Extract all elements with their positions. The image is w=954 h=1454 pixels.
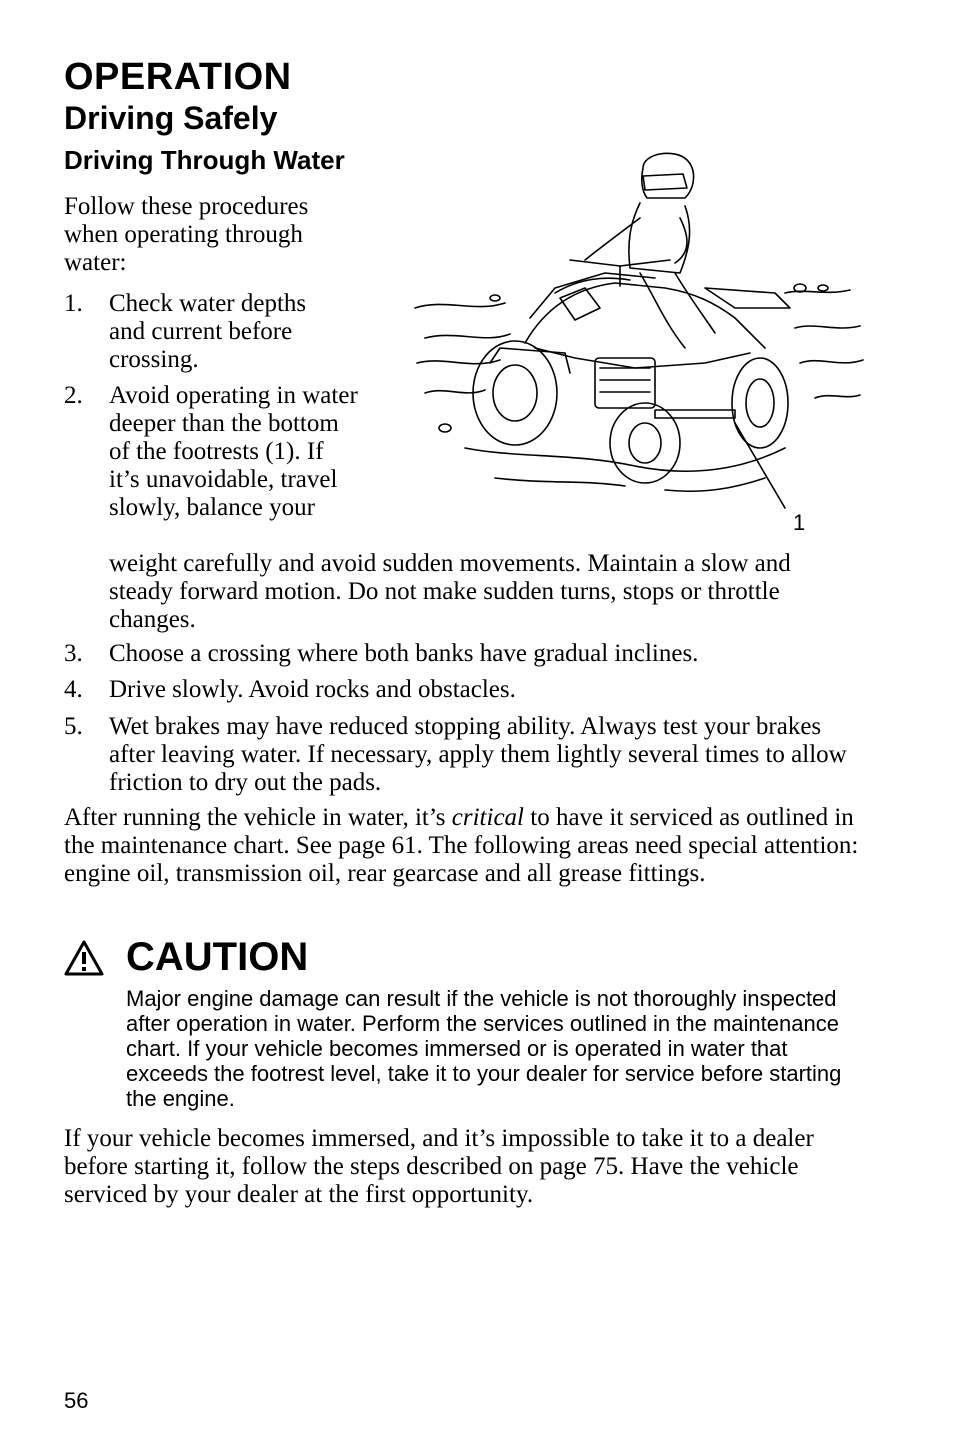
service-paragraph bbox=[64, 804, 864, 888]
closing-paragraph: If your vehicle becomes immersed, and it’s impossible to take it to a dealer before starting it, follow the steps described on page 75. Have the vehicle serviced by your dealer at the first opportunity. bbox=[64, 1125, 814, 1208]
list-number: 4. bbox=[64, 676, 83, 703]
list-text: Wet brakes may have reduced stopping ability. Always test your brakes after leaving water. If necessary, apply them lightly several times to allow friction to dry out the pads. bbox=[109, 713, 847, 796]
subsection-title: Driving Safely bbox=[64, 100, 278, 136]
list-number: 5. bbox=[64, 713, 83, 740]
atv-rider-in-water-illustration bbox=[405, 148, 870, 538]
service-text-end: to have it serviced as outlined in the maintenance chart. See page 61. The following areas need special attention: engine oil, transmission oil, rear gearcase and all grease fittings. bbox=[64, 804, 859, 887]
list-text-continued: weight carefully and avoid sudden movements. Maintain a slow and steady forward motion. Do not make sudden turns, stops or throttle changes. bbox=[109, 550, 791, 633]
list-text: Avoid operating in water deeper than the bottom of the footrests (1). If it’s unavoidable, travel slowly, balance your bbox=[109, 382, 358, 521]
list-text: Choose a crossing where both banks have gradual inclines. bbox=[109, 640, 699, 667]
list-number: 2. bbox=[64, 382, 83, 409]
list-text: Check water depths and current before crossing. bbox=[109, 290, 307, 373]
section-title: OPERATION bbox=[64, 56, 292, 98]
warning-triangle-icon bbox=[64, 940, 104, 976]
caution-title: CAUTION bbox=[126, 935, 309, 979]
list-text: Drive slowly. Avoid rocks and obstacles. bbox=[109, 676, 516, 703]
atv-illustration bbox=[405, 148, 870, 538]
list-number: 1. bbox=[64, 290, 83, 317]
emphasis-critical: critical bbox=[451, 804, 524, 831]
callout-number: 1 bbox=[793, 510, 806, 535]
list-number: 3. bbox=[64, 640, 83, 667]
caution-text: Major engine damage can result if the vehicle is not thoroughly inspected after operation in water. Perform the services outlined in the maintenance chart. If your vehicle becomes immersed or is operated in water that exceeds the footrest level, take it to your dealer for service before starting the engine. bbox=[126, 986, 842, 1111]
service-text-start: After running the vehicle in water, it’s bbox=[64, 804, 452, 831]
page-number: 56 bbox=[64, 1388, 89, 1413]
topic-heading: Driving Through Water bbox=[64, 145, 345, 175]
intro-paragraph: Follow these procedures when operating through water: bbox=[64, 193, 309, 276]
